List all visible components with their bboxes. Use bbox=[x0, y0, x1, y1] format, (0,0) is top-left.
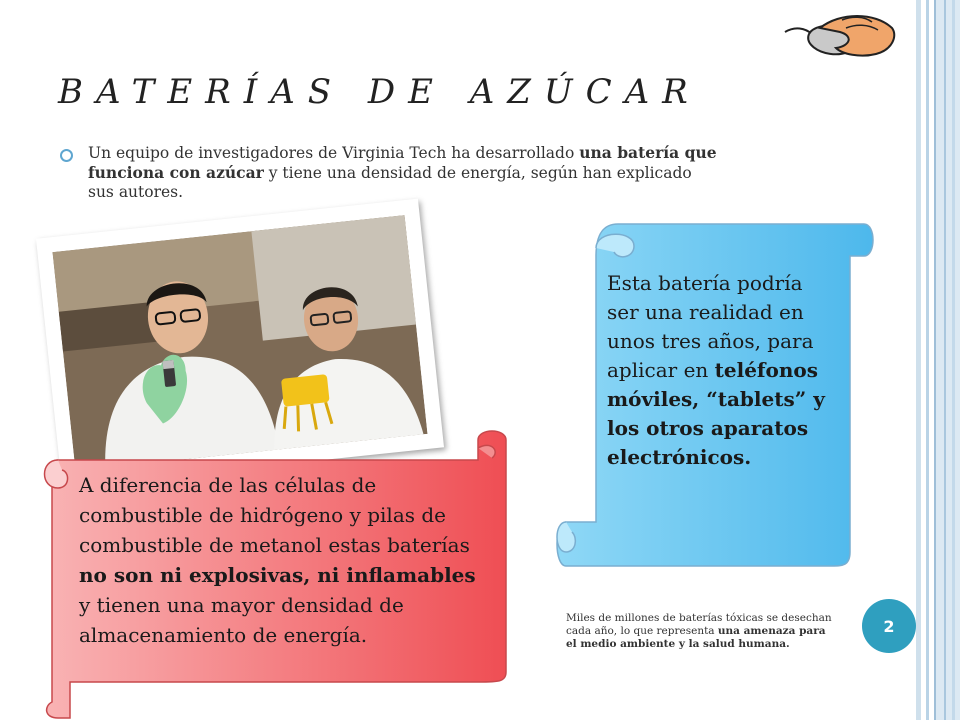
page-title: BATERÍAS DE AZÚCAR bbox=[58, 72, 701, 112]
page-number-badge: 2 bbox=[862, 599, 916, 653]
border-stripe bbox=[916, 0, 921, 720]
bullet-icon bbox=[60, 149, 73, 162]
border-stripe bbox=[944, 0, 946, 720]
red-scroll-text: A diferencia de las células de combustible de hidrógeno y pilas de combustible de metanol estas baterías no son ni explosivas, ni inflamables y tienen una mayor densidad de almacenamiento de energía. bbox=[79, 473, 476, 647]
border-stripe bbox=[934, 0, 960, 720]
border-stripe bbox=[952, 0, 955, 720]
blue-scroll-text: Esta batería podría ser una realidad en unos tres años, para aplicar en teléfonos móviles, “tablets” y los otros aparatos electrónicos. bbox=[607, 271, 825, 469]
intro-paragraph: Un equipo de investigadores de Virginia Tech ha desarrollado una batería que funciona con azúcar y tiene una densidad de energía, según han explicado sus autores. bbox=[88, 143, 717, 201]
hand-mouse-icon bbox=[780, 6, 900, 70]
footer-note: Miles de millones de baterías tóxicas se desechan cada año, lo que representa una amenaza para el medio ambiente y la salud humana. bbox=[566, 612, 832, 650]
border-stripe bbox=[926, 0, 929, 720]
